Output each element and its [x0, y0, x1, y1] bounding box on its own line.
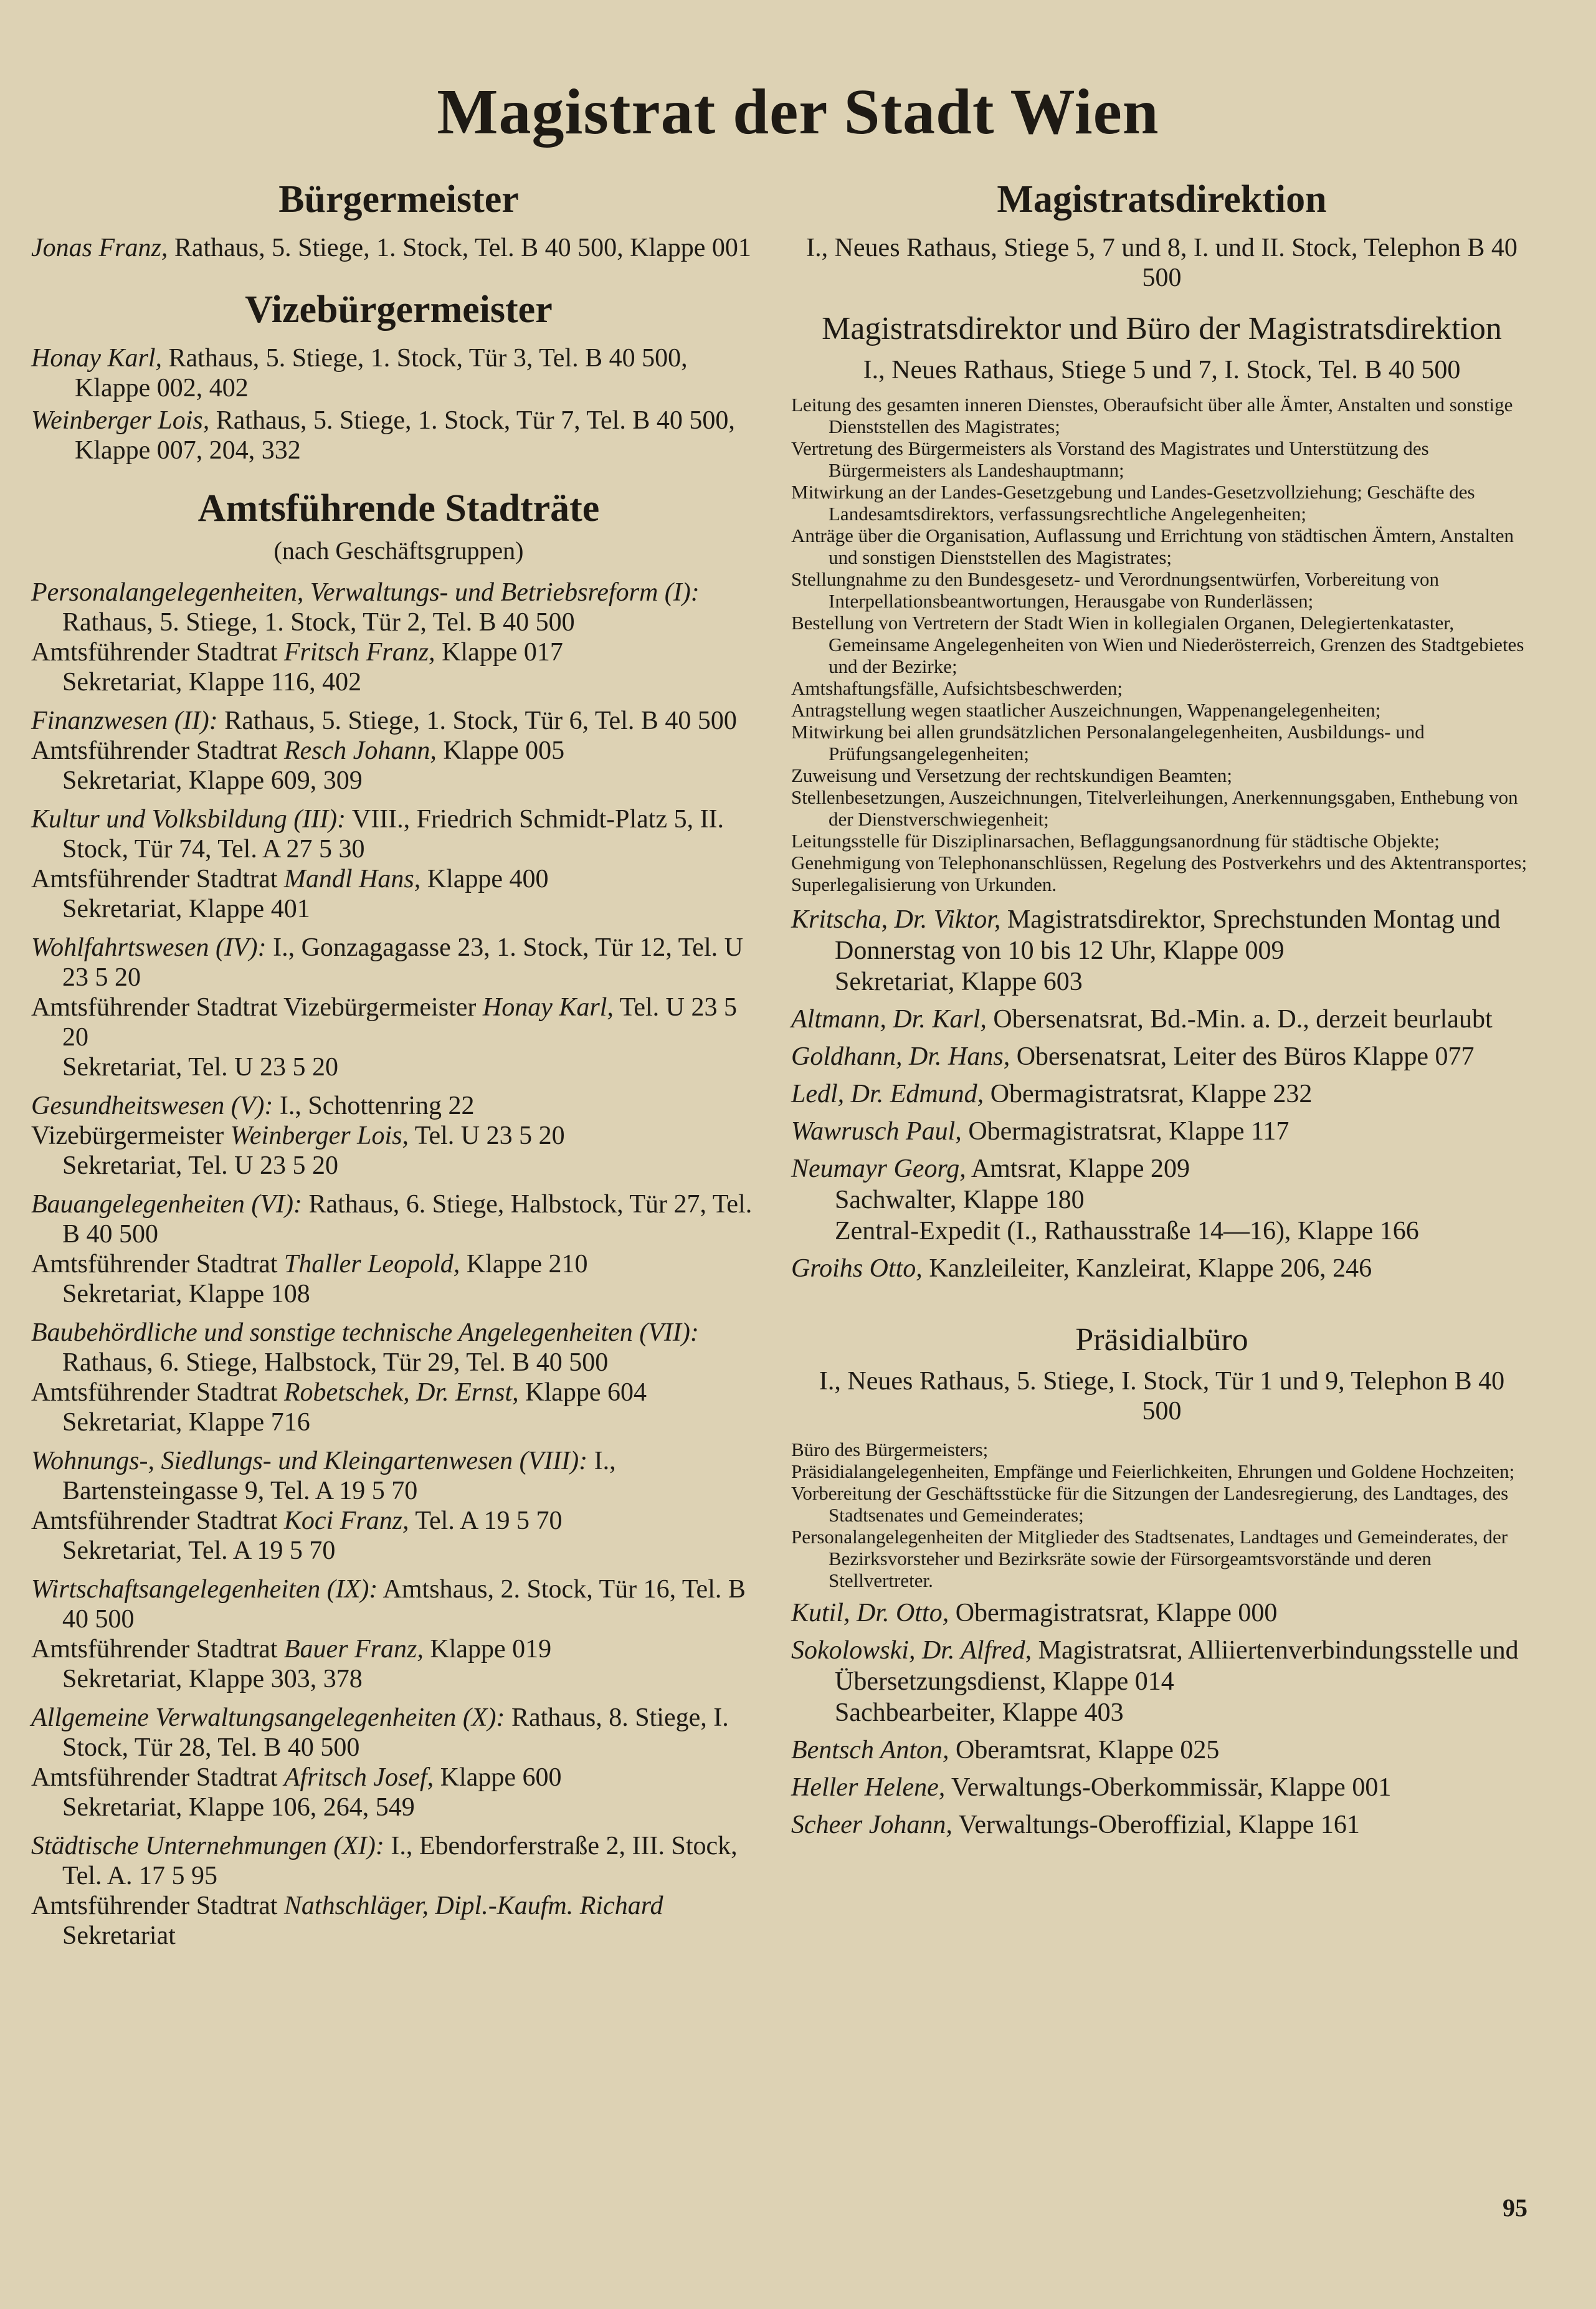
- stadtrat-group: [31, 578, 766, 697]
- stadtrat-title: Amtsführender Stadtrat: [31, 1892, 278, 1920]
- group-address: I., Ebendorferstraße 2, III. Stock, Tel. A. 17 5 95: [62, 1832, 738, 1890]
- stadtrat-name: Mandl Hans,: [283, 865, 421, 893]
- group-address: Rathaus, 5. Stiege, 1. Stock, Tür 6, Tel. B 40 500: [224, 707, 737, 735]
- person-name: Jonas Franz,: [31, 234, 168, 262]
- stadtrat-name: Afritsch Josef,: [283, 1763, 434, 1792]
- group-header: [31, 1831, 766, 1891]
- duty-item: Vorbereitung der Geschäftsstücke für die Sitzungen der Landesregierung, des Landtages, des Stadtsenates und Gemeinderates;: [791, 1482, 1509, 1526]
- stadtrat-group: [31, 706, 766, 796]
- stadtrat-group: [31, 804, 766, 924]
- stadtrat-title: Amtsführender Stadtrat: [31, 1378, 278, 1407]
- staff-entry: [791, 1004, 1532, 1035]
- stadtrat-line: [31, 1249, 766, 1279]
- group-name: Wirtschaftsangelegenheiten (IX):: [31, 1575, 378, 1604]
- stadtrat-group: [31, 1831, 766, 1951]
- person-extra: Zentral-Expedit (I., Rathausstraße 14—16), Klappe 166: [835, 1217, 1419, 1245]
- staff-entry: [791, 1253, 1532, 1284]
- person-details: Verwaltungs-Oberkommissär, Klappe 001: [951, 1773, 1392, 1802]
- person-name: Scheer Johann,: [791, 1811, 952, 1839]
- vize-entry: [31, 343, 766, 403]
- staff-entry: [791, 1635, 1532, 1728]
- duty-item: Bestellung von Vertretern der Stadt Wien in kollegialen Organen, Delegiertenkataster, Gemeinsame Angelegenheiten von Wien und Niederösterreich, Grenzen des Stadtgebietes und der Bezirke;: [791, 612, 1524, 677]
- person-name: Groihs Otto,: [791, 1254, 923, 1283]
- stadtrat-title: Amtsführender Stadtrat: [31, 638, 278, 667]
- stadtrat-group: [31, 1574, 766, 1694]
- stadtrat-group: [31, 933, 766, 1082]
- sekretariat-line: Sekretariat, Klappe 609, 309: [62, 766, 363, 795]
- stadtrat-group: [31, 1318, 766, 1437]
- stadtrat-title: Vizebürgermeister: [31, 1121, 224, 1150]
- sekretariat-line: Sekretariat, Klappe 401: [62, 895, 310, 923]
- stadtrat-group: [31, 1703, 766, 1822]
- duty-item: Genehmigung von Telephonanschlüssen, Regelung des Postverkehrs und des Aktentransportes;: [791, 852, 1527, 874]
- duty-item: Stellenbesetzungen, Auszeichnungen, Titelverleihungen, Anerkennungsgaben, Enthebung von der Dienstverschwiegenheit;: [791, 786, 1518, 830]
- stadtrat-line: [31, 1763, 766, 1792]
- stadtrat-line: [31, 1378, 766, 1407]
- group-name: Städtische Unternehmungen (XI):: [31, 1832, 384, 1860]
- staff-entry: [791, 1041, 1532, 1072]
- staff-entry: [791, 1809, 1532, 1840]
- person-details: Rathaus, 5. Stiege, 1. Stock, Tür 7, Tel. B 40 500, Klappe 007, 204, 332: [75, 406, 735, 465]
- sekretariat-line: Sekretariat, Klappe 303, 378: [62, 1665, 363, 1693]
- sekretariat-line: Sekretariat, Klappe 106, 264, 549: [62, 1793, 415, 1822]
- person-extra: Sachbearbeiter, Klappe 403: [835, 1698, 1124, 1727]
- group-name: Wohlfahrtswesen (IV):: [31, 933, 267, 962]
- staff-entry: [791, 1078, 1532, 1110]
- group-address: I., Schottenring 22: [279, 1092, 475, 1120]
- stadtrat-name: Bauer Franz,: [283, 1635, 424, 1664]
- vize-entry: [31, 406, 766, 465]
- stadtraete-list: [31, 578, 766, 1951]
- person-details: Rathaus, 5. Stiege, 1. Stock, Tel. B 40 500, Klappe 001: [174, 234, 751, 262]
- group-header: [31, 706, 766, 736]
- vize-list: [31, 343, 766, 465]
- duty-item: Anträge über die Organisation, Auflassung und Errichtung von städtischen Ämtern, Anstalten und sonstigen Dienststellen des Magistrates;: [791, 525, 1514, 568]
- group-header: [31, 933, 766, 993]
- person-details: Obermagistratsrat, Klappe 232: [990, 1080, 1313, 1108]
- heading-praesidialbuero: Präsidialbüro: [1075, 1322, 1248, 1358]
- person-extra: Sachwalter, Klappe 180: [835, 1186, 1085, 1214]
- stadtrat-line: [31, 637, 766, 667]
- group-name: Wohnungs-, Siedlungs- und Kleingartenwesen (VIII):: [31, 1447, 588, 1475]
- person-details: Verwaltungs-Oberoffizial, Klappe 161: [958, 1811, 1360, 1839]
- stadtrat-name: Resch Johann,: [283, 736, 437, 765]
- staff-entry: [791, 1735, 1532, 1766]
- group-name: Bauangelegenheiten (VI):: [31, 1190, 302, 1219]
- sekretariat-line: Sekretariat, Tel. U 23 5 20: [62, 1151, 339, 1180]
- stadtrat-contact: Tel. A 19 5 70: [415, 1507, 563, 1535]
- person-name: Altmann, Dr. Karl,: [791, 1005, 987, 1034]
- sekretariat-line: Sekretariat, Tel. A 19 5 70: [62, 1536, 336, 1565]
- stadtrat-name: Nathschläger, Dipl.-Kaufm. Richard: [283, 1892, 663, 1920]
- person-name: Bentsch Anton,: [791, 1736, 949, 1764]
- group-header: [31, 1446, 766, 1506]
- group-address: Rathaus, 8. Stiege, I. Stock, Tür 28, Tel. B 40 500: [62, 1703, 729, 1762]
- duty-item: Büro des Bürgermeisters;: [791, 1439, 989, 1460]
- person-name: Honay Karl,: [31, 344, 162, 373]
- stadtrat-contact: Klappe 210: [466, 1250, 588, 1278]
- stadtrat-title: Amtsführender Stadtrat: [31, 736, 278, 765]
- person-details: Magistratsdirektor, Sprechstunden Montag und Donnerstag von 10 bis 12 Uhr, Klappe 009: [835, 905, 1501, 965]
- person-name: Goldhann, Dr. Hans,: [791, 1042, 1010, 1071]
- person-extra: Sekretariat, Klappe 603: [835, 968, 1083, 996]
- sekretariat-line: Sekretariat, Klappe 116, 402: [62, 668, 362, 697]
- duty-item: Leitungsstelle für Disziplinarsachen, Beflaggungsanordnung für städtische Objekte;: [791, 830, 1440, 852]
- heading-magistratsdirektion: Magistratsdirektion: [997, 178, 1327, 221]
- group-address: Rathaus, 6. Stiege, Halbstock, Tür 27, Tel. B 40 500: [62, 1190, 753, 1249]
- stadtrat-name: Honay Karl,: [482, 993, 614, 1022]
- staff-entry: [791, 904, 1532, 997]
- left-column: [31, 171, 766, 1951]
- duty-item: Amtshaftungsfälle, Aufsichtsbeschwerden;: [791, 677, 1123, 699]
- group-name: Gesundheitswesen (V):: [31, 1092, 273, 1120]
- right-column: [791, 171, 1532, 1840]
- person-details: Obersenatsrat, Leiter des Büros Klappe 077: [1016, 1042, 1475, 1071]
- praesidial-persons-list: [791, 1597, 1532, 1840]
- stadtrat-name: Fritsch Franz,: [283, 638, 435, 667]
- group-address: Rathaus, 6. Stiege, Halbstock, Tür 29, Tel. B 40 500: [62, 1348, 609, 1377]
- group-name: Baubehördliche und sonstige technische Angelegenheiten (VII):: [31, 1318, 699, 1347]
- stadtrat-title: Amtsführender Stadtrat: [31, 1507, 278, 1535]
- stadtrat-title: Amtsführender Stadtrat: [31, 1635, 278, 1664]
- stadtrat-contact: Klappe 019: [430, 1635, 552, 1664]
- person-name: Heller Helene,: [791, 1773, 946, 1802]
- stadtrat-line: [31, 1506, 766, 1536]
- duty-item: Präsidialangelegenheiten, Empfänge und Feierlichkeiten, Ehrungen und Goldene Hochzeiten;: [791, 1460, 1515, 1482]
- group-header: [31, 804, 766, 864]
- stadtrat-name: Thaller Leopold,: [283, 1250, 460, 1278]
- person-name: Kutil, Dr. Otto,: [791, 1599, 949, 1627]
- stadtrat-title: Amtsführender Stadtrat: [31, 865, 278, 893]
- stadtrat-name: Weinberger Lois,: [230, 1121, 409, 1150]
- staff-entry: [791, 1597, 1532, 1629]
- group-header: [31, 1318, 766, 1378]
- duty-item: Vertretung des Bürgermeisters als Vorstand des Magistrates und Unterstützung des Bürgermeisters als Landeshauptmann;: [791, 437, 1429, 481]
- duty-item: Antragstellung wegen staatlicher Auszeichnungen, Wappenangelegenheiten;: [791, 699, 1381, 721]
- heading-vizebuergermeister: Vizebürgermeister: [245, 288, 553, 331]
- stadtrat-contact: Klappe 604: [525, 1378, 647, 1407]
- person-name: Neumayr Georg,: [791, 1154, 966, 1183]
- group-header: [31, 1189, 766, 1249]
- duty-item: Personalangelegenheiten der Mitglieder des Stadtsenates, Landtages und Gemeinderates, der Bezirksvorsteher und Bezirksräte sowie der Fürsorgeamtsvorstände und deren Stellvertreter.: [791, 1526, 1508, 1591]
- stadtrat-contact: Klappe 400: [427, 865, 549, 893]
- stadtrat-group: [31, 1189, 766, 1309]
- group-name: Finanzwesen (II):: [31, 707, 218, 735]
- sekretariat-line: Sekretariat, Tel. U 23 5 20: [62, 1053, 339, 1082]
- page-title: Magistrat der Stadt Wien: [437, 76, 1159, 148]
- stadtrat-contact: Tel. U 23 5 20: [414, 1121, 565, 1150]
- heading-stadtraete: Amtsführende Stadträte: [197, 487, 600, 530]
- stadtrat-title: Amtsführender Stadtrat: [31, 1250, 278, 1278]
- sekretariat-line: Sekretariat, Klappe 716: [62, 1408, 310, 1437]
- stadtrat-name: Koci Franz,: [283, 1507, 409, 1535]
- person-details: Rathaus, 5. Stiege, 1. Stock, Tür 3, Tel. B 40 500, Klappe 002, 402: [75, 344, 688, 402]
- person-details: Obermagistratsrat, Klappe 117: [968, 1117, 1290, 1146]
- sekretariat-line: Sekretariat: [62, 1921, 176, 1950]
- person-details: Oberamtsrat, Klappe 025: [956, 1736, 1220, 1764]
- person-name: Kritscha, Dr. Viktor,: [791, 905, 1001, 934]
- duty-item: Superlegalisierung von Urkunden.: [791, 874, 1057, 895]
- person-name: Ledl, Dr. Edmund,: [791, 1080, 984, 1108]
- stadtrat-group: [31, 1446, 766, 1566]
- duty-item: Stellungnahme zu den Bundesgesetz- und Verordnungsentwürfen, Vorbereitung von Interpellationsbeantwortungen, Herausgabe von Runderlässen;: [791, 568, 1440, 612]
- group-name: Personalangelegenheiten, Verwaltungs- und Betriebsreform (I):: [31, 578, 700, 607]
- stadtrat-title: Amtsführender Stadtrat: [31, 1763, 278, 1792]
- group-header: [31, 1091, 766, 1121]
- group-name: Allgemeine Verwaltungsangelegenheiten (X):: [31, 1703, 505, 1732]
- staff-entry: [791, 1153, 1532, 1247]
- group-address: VIII., Friedrich Schmidt-Platz 5, II. Stock, Tür 74, Tel. A 27 5 30: [62, 805, 724, 864]
- person-name: Weinberger Lois,: [31, 406, 210, 435]
- staff-entry: [791, 1772, 1532, 1803]
- page-number: 95: [1503, 2194, 1527, 2222]
- buero-address: I., Neues Rathaus, Stiege 5 und 7, I. Stock, Tel. B 40 500: [863, 356, 1461, 384]
- buero-persons-list: [791, 904, 1532, 1284]
- praesidial-duties-list: [791, 1439, 1532, 1591]
- stadtrat-line: [31, 736, 766, 766]
- person-details: Amtsrat, Klappe 209: [971, 1154, 1190, 1183]
- stadtrat-title: Amtsführender Stadtrat Vizebürgermeister: [31, 993, 477, 1022]
- group-name: Kultur und Volksbildung (III):: [31, 805, 346, 834]
- duty-item: Mitwirkung bei allen grundsätzlichen Personalangelegenheiten, Ausbildungs- und Prüfungsangelegenheiten;: [791, 721, 1425, 764]
- stadtrat-contact: Klappe 600: [440, 1763, 562, 1792]
- person-name: Wawrusch Paul,: [791, 1117, 962, 1146]
- duty-item: Zuweisung und Versetzung der rechtskundigen Beamten;: [791, 764, 1232, 786]
- subheading-geschaeftsgruppen: (nach Geschäftsgruppen): [273, 536, 524, 564]
- person-details: Kanzleileiter, Kanzleirat, Klappe 206, 246: [929, 1254, 1372, 1283]
- group-address: I., Gonzagagasse 23, 1. Stock, Tür 12, Tel. U 23 5 20: [62, 933, 743, 992]
- duty-item: Leitung des gesamten inneren Dienstes, Oberaufsicht über alle Ämter, Anstalten und sonstige Dienststellen des Magistrates;: [791, 394, 1513, 437]
- group-header: [31, 578, 766, 637]
- stadtrat-line: [31, 864, 766, 894]
- group-header: [31, 1574, 766, 1634]
- heading-buero: Magistratsdirektor und Büro der Magistratsdirektion: [822, 311, 1502, 346]
- stadtrat-contact: Tel. U 23 5 20: [62, 993, 737, 1052]
- stadtrat-line: [31, 1891, 766, 1921]
- direktion-address: I., Neues Rathaus, Stiege 5, 7 und 8, I. und II. Stock, Telephon B 40 500: [806, 234, 1518, 292]
- person-details: Obermagistratsrat, Klappe 000: [955, 1599, 1278, 1627]
- buergermeister-entry: [31, 233, 766, 263]
- praesidial-address: I., Neues Rathaus, 5. Stiege, I. Stock, Tür 1 und 9, Telephon B 40 500: [819, 1367, 1505, 1426]
- stadtrat-line: [31, 993, 766, 1052]
- stadtrat-contact: Klappe 017: [442, 638, 563, 667]
- staff-entry: [791, 1116, 1532, 1147]
- stadtrat-line: [31, 1634, 766, 1664]
- group-header: [31, 1703, 766, 1763]
- group-address: Amtshaus, 2. Stock, Tür 16, Tel. B 40 500: [62, 1575, 746, 1634]
- stadtrat-contact: Klappe 005: [443, 736, 565, 765]
- person-details: Obersenatsrat, Bd.-Min. a. D., derzeit beurlaubt: [993, 1005, 1493, 1034]
- person-name: Sokolowski, Dr. Alfred,: [791, 1636, 1032, 1665]
- sekretariat-line: Sekretariat, Klappe 108: [62, 1280, 310, 1308]
- stadtrat-group: [31, 1091, 766, 1181]
- group-address: I., Bartensteingasse 9, Tel. A 19 5 70: [62, 1447, 616, 1505]
- stadtrat-line: [31, 1121, 766, 1151]
- duty-item: Mitwirkung an der Landes-Gesetzgebung und Landes-Gesetzvollziehung; Geschäfte des Landesamtsdirektors, verfassungsrechtliche Angelegenheiten;: [791, 481, 1475, 525]
- stadtrat-name: Robetschek, Dr. Ernst,: [283, 1378, 519, 1407]
- person-details: Magistratsrat, Alliiertenverbindungsstelle und Übersetzungsdienst, Klappe 014: [835, 1636, 1519, 1696]
- heading-buergermeister: Bürgermeister: [278, 178, 519, 221]
- buero-duties-list: [791, 394, 1532, 895]
- group-address: Rathaus, 5. Stiege, 1. Stock, Tür 2, Tel. B 40 500: [62, 608, 575, 637]
